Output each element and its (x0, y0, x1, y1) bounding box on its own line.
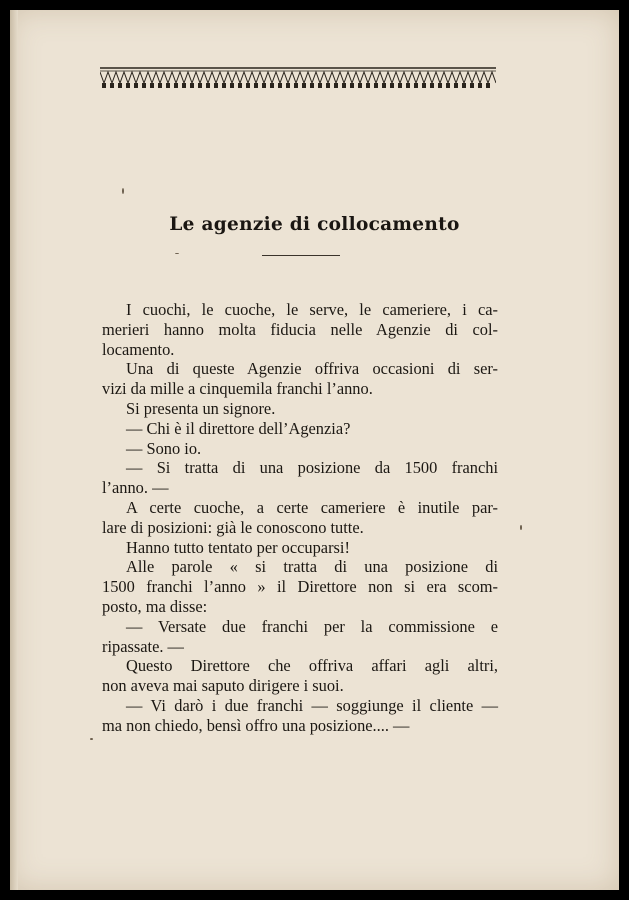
text-line: posto, ma disse: (102, 596, 208, 616)
book-page (10, 10, 619, 890)
text-line: Si presenta un signore. (126, 398, 276, 418)
text-line: — Sono io. (126, 438, 202, 458)
text-line: ripassate. — (102, 636, 184, 656)
text-line: l’anno. — (102, 478, 169, 498)
text-line: Hanno tutto tentato per occuparsi! (126, 537, 350, 557)
text-line: Alle parole « si tratta di una posizione di (126, 557, 498, 577)
text-line: vizi da mille a cinquemila franchi l’anno. (102, 379, 373, 399)
text-line: A certe cuoche, a certe cameriere è inutile par- (126, 497, 498, 517)
paper-speck (122, 188, 124, 194)
chapter-title: Le agenzie di collocamento (169, 214, 460, 235)
text-line: non aveva mai saputo dirigere i suoi. (102, 676, 344, 696)
text-line: — Vi darò i due franchi — soggiunge il cliente — (126, 695, 498, 715)
text-line: Questo Direttore che offriva affari agli altri, (126, 656, 498, 676)
paper-speck (520, 525, 522, 530)
text-line: 1500 franchi l’anno » il Direttore non si era scom- (102, 577, 498, 597)
decorative-ornament-band (100, 66, 496, 90)
text-line: I cuochi, le cuoche, le serve, le cameriere, i ca- (126, 300, 498, 319)
text-line: Una di queste Agenzie offriva occasioni di ser- (126, 359, 498, 379)
text-line: ma non chiedo, bensì offro una posizione.... — (102, 715, 410, 735)
text-line: — Si tratta di una posizione da 1500 franchi (126, 458, 498, 478)
text-line: merieri hanno molta fiducia nelle Agenzie di col- (102, 319, 498, 339)
title-rule (262, 255, 340, 256)
text-line: — Versate due franchi per la commissione e (126, 616, 498, 636)
body-text (102, 300, 498, 736)
text-line: lare di posizioni: già le conoscono tutte. (102, 517, 364, 537)
page-edge (10, 10, 18, 890)
paper-speck (90, 738, 93, 740)
text-line: locamento. (102, 339, 175, 359)
paper-speck (175, 253, 179, 254)
text-line: — Chi è il direttore dell’Agenzia? (126, 418, 351, 438)
